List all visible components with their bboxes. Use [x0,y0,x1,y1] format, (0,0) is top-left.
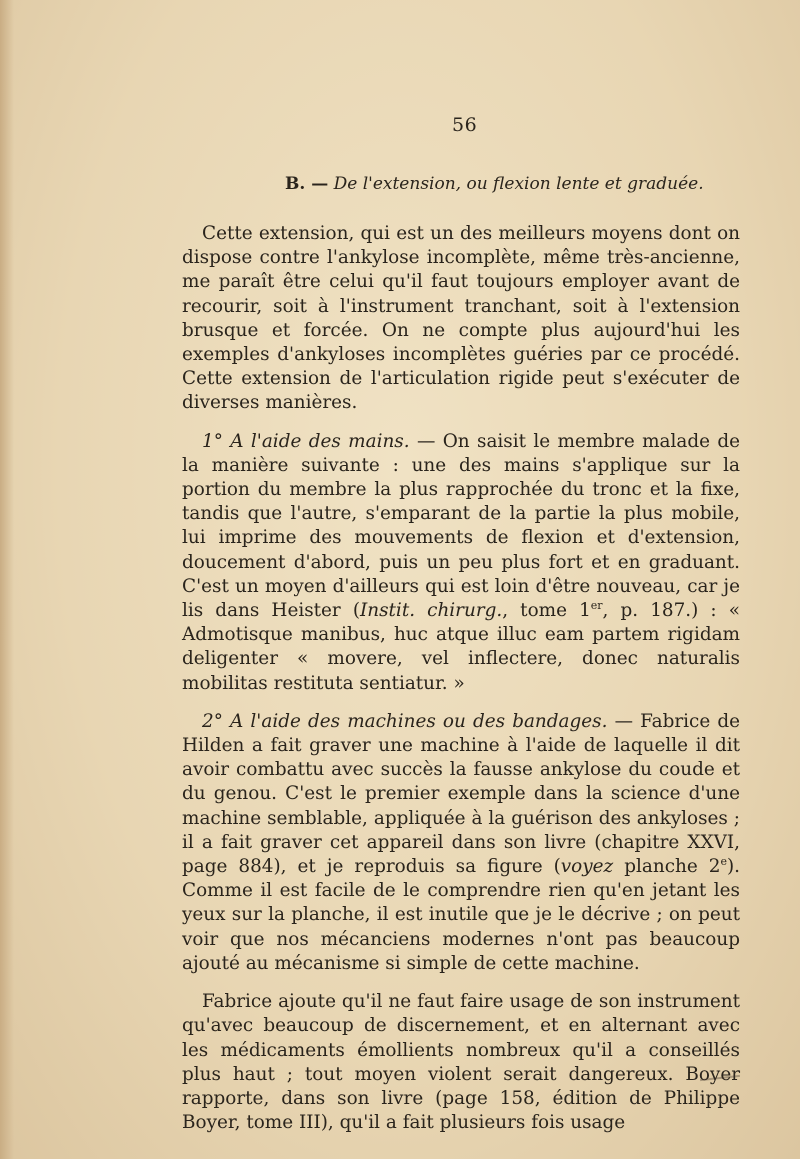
item-1-paragraph [182,430,740,696]
item-1-text-c: , p. 187.) : « Admotisque manibus, huc atque illuc eam partem rigidam deligenter « movere, vel inflectere, donec naturalis mobilitas restituta sentiatur. » [182,600,740,694]
item-2-citation: voyez [560,856,614,878]
item-1-label: 1° A l'aide des mains. [202,430,410,452]
item-2-label: 2° A l'aide des machines ou des bandages. [202,710,608,732]
item-2-paragraph [182,710,740,976]
section-heading-lead: B. — [285,174,329,194]
section-heading-title: De l'extension, ou flexion lente et graduée. [333,174,704,194]
intro-paragraph: Cette extension, qui est un des meilleurs moyens dont on dispose contre l'ankylose incomplète, même très-ancienne, me paraît être celui qu'il faut toujours employer avant de recourir, soit à l'instrument tranchant, soit à l'extension brusque et forcée. On ne compte plus aujourd'hui les exemples d'ankyloses incomplètes guéries par ce procédé. Cette extension de l'articulation rigide peut s'exécuter de diverses manières. [182,223,740,414]
page-number: 56 [452,114,478,136]
section-heading [285,174,704,194]
closing-paragraph: Fabrice ajoute qu'il ne faut faire usage de son instrument qu'avec beaucoup de discernement, et en alternant avec les médicaments émollients nombreux qu'il a conseillés plus haut ; tout moyen violent serait dangereux. Boyer rapporte, dans son livre (page 158, édition de Philippe Boyer, tome III), qu'il a fait plusieurs fois usage [182,991,740,1134]
item-1-text-b: , tome 1 [502,600,591,622]
body-text [182,222,740,1135]
item-1-superscript: er [590,598,603,612]
item-2-text-c: ). Comme il est facile de le comprendre rien qu'en jetant les yeux sur la planche, il est inutile que je le décrive ; on peut voir que nos mécanciens modernes n'ont pas beaucoup ajouté au mécanisme si simple de cette machine. [182,856,740,974]
page-edge-shadow [0,0,14,1159]
item-1-text-a: — On saisit le membre malade de la manière suivante : une des mains s'applique sur la portion du membre la plus rapprochée du tronc et la fixe, tandis que l'autre, s'emparant de la partie la plus mobile, lui imprime des mouvements de flexion et d'extension, doucement d'abord, puis un peu plus fort et en graduant. C'est un moyen d'ailleurs qui est loin d'être nouveau, car je lis dans Heister ( [182,430,740,622]
item-2-text-b: planche 2 [613,856,721,878]
item-1-citation: Instit. chirurg. [360,600,503,622]
item-2-text-a: — Fabrice de Hilden a fait graver une machine à l'aide de laquelle il dit avoir combattu avec succès la fausse ankylose du coude et du genou. C'est le premier exemple dans la science d'une machine semblable, appliquée à la guérison des ankyloses ; il a fait graver cet appareil dans son livre (chapitre XXVI, page 884), et je reproduis sa figure ( [182,710,740,878]
item-2-superscript: e [720,854,727,868]
